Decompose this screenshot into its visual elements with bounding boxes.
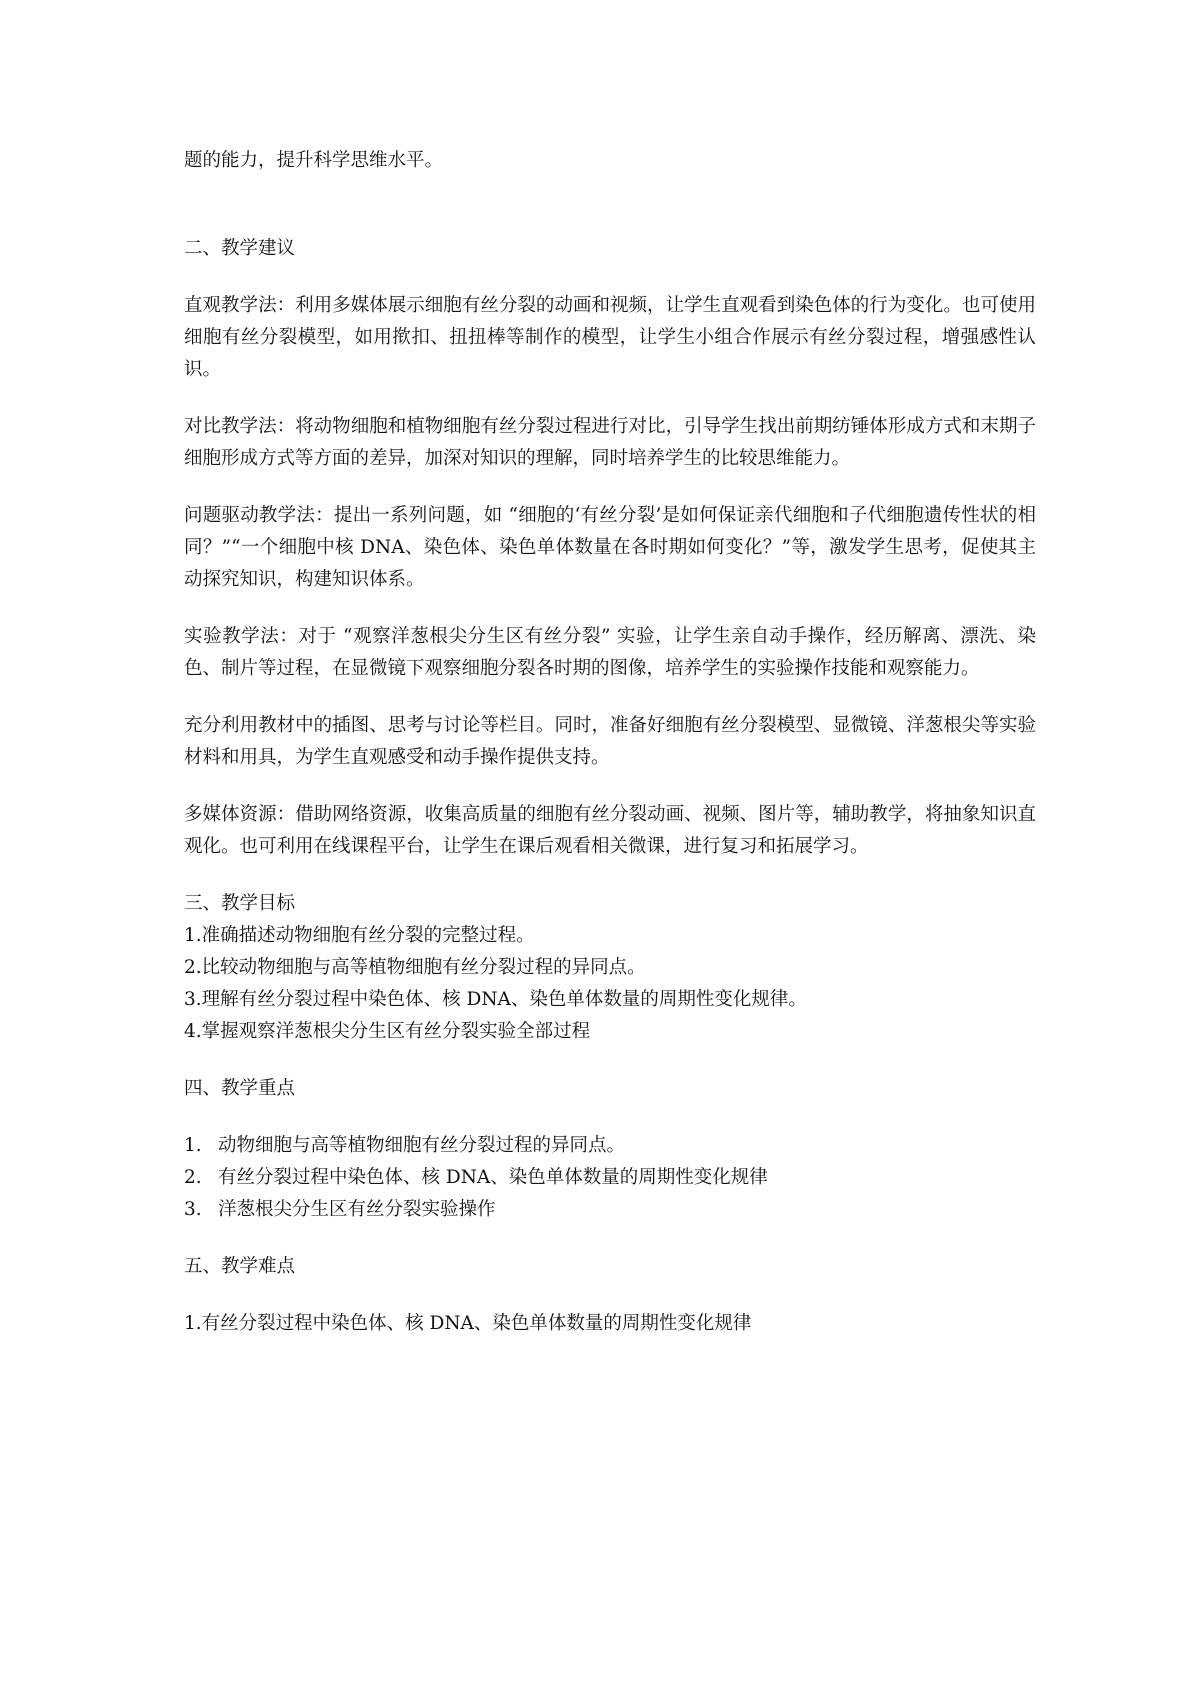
list-item: [184, 1162, 1036, 1194]
list-item: 2.比较动物细胞与高等植物细胞有丝分裂过程的异同点。: [184, 957, 646, 978]
list-item: 4.掌握观察洋葱根尖分生区有丝分裂实验全部过程: [184, 1021, 591, 1042]
list-item: 1.有丝分裂过程中染色体、核 DNA、染色单体数量的周期性变化规律: [184, 1313, 752, 1334]
list-item-number: 2.: [184, 1167, 202, 1188]
method-experiment-paragraph: 实验教学法：对于 “观察洋葱根尖分生区有丝分裂” 实验，让学生亲自动手操作，经历解离、漂洗、染色、制片等过程，在显微镜下观察细胞分裂各时期的图像，培养学生的实验操作技能和观察能力。: [184, 626, 1036, 679]
key-points-list: [184, 1130, 1036, 1226]
objectives-list: [184, 920, 1036, 1048]
list-item-text: 洋葱根尖分生区有丝分裂实验操作: [218, 1199, 496, 1220]
section-3-heading: 三、教学目标: [184, 893, 296, 914]
section-2-heading: 二、教学建议: [184, 238, 296, 259]
list-item-number: 1.: [184, 1135, 202, 1156]
teaching-materials-paragraph: 充分利用教材中的插图、思考与讨论等栏目。同时，准备好细胞有丝分裂模型、显微镜、洋葱根尖等实验材料和用具，为学生直观感受和动手操作提供支持。: [184, 715, 1036, 768]
method-comparison-paragraph: 对比教学法：将动物细胞和植物细胞有丝分裂过程进行对比，引导学生找出前期纺锤体形成方式和末期子细胞形成方式等方面的差异，加深对知识的理解，同时培养学生的比较思维能力。: [184, 416, 1036, 469]
intro-tail-paragraph: 题的能力，提升科学思维水平。: [184, 150, 444, 171]
list-item: [184, 1130, 1036, 1162]
section-4-heading: 四、教学重点: [184, 1078, 296, 1099]
multimedia-resources-paragraph: 多媒体资源：借助网络资源，收集高质量的细胞有丝分裂动画、视频、图片等，辅助教学，将抽象知识直观化。也可利用在线课程平台，让学生在课后观看相关微课，进行复习和拓展学习。: [184, 804, 1036, 857]
method-intuitive-paragraph: 直观教学法：利用多媒体展示细胞有丝分裂的动画和视频，让学生直观看到染色体的行为变化。也可使用细胞有丝分裂模型，如用揿扣、扭扭棒等制作的模型，让学生小组合作展示有丝分裂过程，增强感性认识。: [184, 295, 1036, 380]
section-5-heading: 五、教学难点: [184, 1256, 296, 1277]
list-item-text: 有丝分裂过程中染色体、核 DNA、染色单体数量的周期性变化规律: [218, 1167, 768, 1188]
list-item-text: 动物细胞与高等植物细胞有丝分裂过程的异同点。: [218, 1135, 626, 1156]
method-problem-driven-paragraph: 问题驱动教学法：提出一系列问题，如 “细胞的‘有丝分裂’是如何保证亲代细胞和子代细胞遗传性状的相同？”“一个细胞中核 DNA、染色体、染色单体数量在各时期如何变化？”等，激发学生思考，促使其主动探究知识，构建知识体系。: [184, 505, 1036, 590]
list-item-number: 3.: [184, 1199, 202, 1220]
list-item: [184, 1194, 1036, 1226]
list-item: 3.理解有丝分裂过程中染色体、核 DNA、染色单体数量的周期性变化规律。: [184, 989, 807, 1010]
list-item: 1.准确描述动物细胞有丝分裂的完整过程。: [184, 925, 535, 946]
document-body: [184, 145, 1036, 1340]
difficulties-list: [184, 1308, 1036, 1340]
